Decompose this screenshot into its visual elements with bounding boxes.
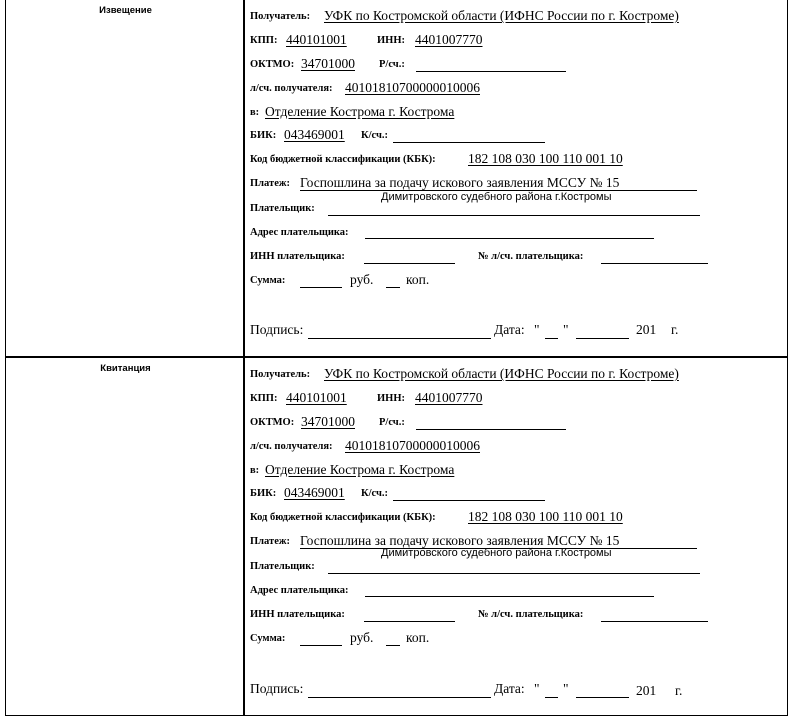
account-field[interactable] <box>416 71 566 72</box>
sum-rub-field[interactable] <box>300 645 342 646</box>
payer-inn-field[interactable] <box>364 621 455 622</box>
date-quote-open: " <box>534 322 540 337</box>
kop-label: коп. <box>406 272 430 287</box>
account-label: Р/сч.: <box>379 417 405 428</box>
recipient-value: УФК по Костромской области (ИФНС России по г. Костроме) <box>324 8 679 23</box>
kop-label: коп. <box>406 630 430 645</box>
payer-inn-field[interactable] <box>364 263 455 264</box>
sum-kop-field[interactable] <box>386 287 400 288</box>
year-suffix: г. <box>671 322 679 337</box>
payer-account-field[interactable] <box>601 621 708 622</box>
bank-value: Отделение Кострома г. Кострома <box>265 462 455 477</box>
year-prefix: 201 <box>636 322 657 337</box>
kbk-value: 182 108 030 100 110 001 10 <box>468 509 623 524</box>
bik-label: БИК: <box>250 130 277 141</box>
personal-account-value: 40101810700000010006 <box>345 438 480 453</box>
corr-account-label: К/сч.: <box>361 488 389 499</box>
date-day-field[interactable] <box>545 338 558 339</box>
inn-label: ИНН: <box>377 393 405 404</box>
personal-account-value: 40101810700000010006 <box>345 80 480 95</box>
kpp-value: 440101001 <box>286 390 347 405</box>
personal-account-label: л/сч. получателя: <box>250 441 333 452</box>
year-prefix: 201 <box>636 683 657 698</box>
inn-value: 4401007770 <box>415 32 483 47</box>
payer-address-label: Адрес плательщика: <box>250 585 349 596</box>
receipt-section <box>0 358 792 716</box>
kpp-label: КПП: <box>250 35 278 46</box>
signature-field[interactable] <box>308 338 491 339</box>
payer-address-field[interactable] <box>365 596 654 597</box>
recipient-value: УФК по Костромской области (ИФНС России по г. Костроме) <box>324 366 679 381</box>
payer-label: Плательщик: <box>250 203 315 214</box>
sum-rub-field[interactable] <box>300 287 342 288</box>
bik-label: БИК: <box>250 488 277 499</box>
kbk-value: 182 108 030 100 110 001 10 <box>468 151 623 166</box>
payer-field[interactable] <box>328 573 700 574</box>
account-field[interactable] <box>416 429 566 430</box>
payer-label: Плательщик: <box>250 561 315 572</box>
payer-address-field[interactable] <box>365 238 654 239</box>
oktmo-label: ОКТМО: <box>250 59 295 70</box>
date-month-field[interactable] <box>576 697 629 698</box>
kbk-label: Код бюджетной классификации (КБК): <box>250 512 436 523</box>
corr-account-field[interactable] <box>393 142 545 143</box>
date-label: Дата: <box>494 322 525 337</box>
payer-note: Димитровского судебного района г.Костромы <box>381 547 612 559</box>
payment-label: Платеж: <box>250 178 290 189</box>
bank-label: в: <box>250 107 260 118</box>
date-quote-close: " <box>563 681 569 696</box>
payment-value: Госпошлина за подачу искового заявления МССУ № 15 <box>300 533 620 548</box>
account-label: Р/сч.: <box>379 59 405 70</box>
payer-account-field[interactable] <box>601 263 708 264</box>
kpp-value: 440101001 <box>286 32 347 47</box>
corr-account-field[interactable] <box>393 500 545 501</box>
date-month-field[interactable] <box>576 338 629 339</box>
bank-label: в: <box>250 465 260 476</box>
signature-label: Подпись: <box>250 681 304 696</box>
oktmo-label: ОКТМО: <box>250 417 295 428</box>
kbk-label: Код бюджетной классификации (КБК): <box>250 154 436 165</box>
oktmo-value: 34701000 <box>301 56 355 71</box>
payer-inn-label: ИНН плательщика: <box>250 251 345 262</box>
date-day-field[interactable] <box>545 697 558 698</box>
inn-label: ИНН: <box>377 35 405 46</box>
payment-value: Госпошлина за подачу искового заявления МССУ № 15 <box>300 175 620 190</box>
signature-field[interactable] <box>308 697 491 698</box>
corr-account-label: К/сч.: <box>361 130 389 141</box>
receipt-label: Квитанция <box>100 363 151 374</box>
sum-kop-field[interactable] <box>386 645 400 646</box>
inn-value: 4401007770 <box>415 390 483 405</box>
signature-label: Подпись: <box>250 322 304 337</box>
oktmo-value: 34701000 <box>301 414 355 429</box>
payer-account-label: № л/сч. плательщика: <box>478 609 584 620</box>
date-quote-open: " <box>534 681 540 696</box>
payer-field[interactable] <box>328 215 700 216</box>
kpp-label: КПП: <box>250 393 278 404</box>
bank-value: Отделение Кострома г. Кострома <box>265 104 455 119</box>
notice-section <box>0 0 792 358</box>
year-suffix: г. <box>675 683 683 698</box>
rub-label: руб. <box>350 630 374 645</box>
recipient-label: Получатель: <box>250 369 311 380</box>
date-label: Дата: <box>494 681 525 696</box>
payer-account-label: № л/сч. плательщика: <box>478 251 584 262</box>
rub-label: руб. <box>350 272 374 287</box>
date-quote-close: " <box>563 322 569 337</box>
payer-address-label: Адрес плательщика: <box>250 227 349 238</box>
payer-note: Димитровского судебного района г.Костромы <box>381 191 612 203</box>
bik-value: 043469001 <box>284 485 345 500</box>
payment-label: Платеж: <box>250 536 290 547</box>
recipient-label: Получатель: <box>250 11 311 22</box>
sum-label: Сумма: <box>250 275 286 286</box>
sum-label: Сумма: <box>250 633 286 644</box>
notice-label: Извещение <box>99 5 152 16</box>
payer-inn-label: ИНН плательщика: <box>250 609 345 620</box>
personal-account-label: л/сч. получателя: <box>250 83 333 94</box>
bik-value: 043469001 <box>284 127 345 142</box>
